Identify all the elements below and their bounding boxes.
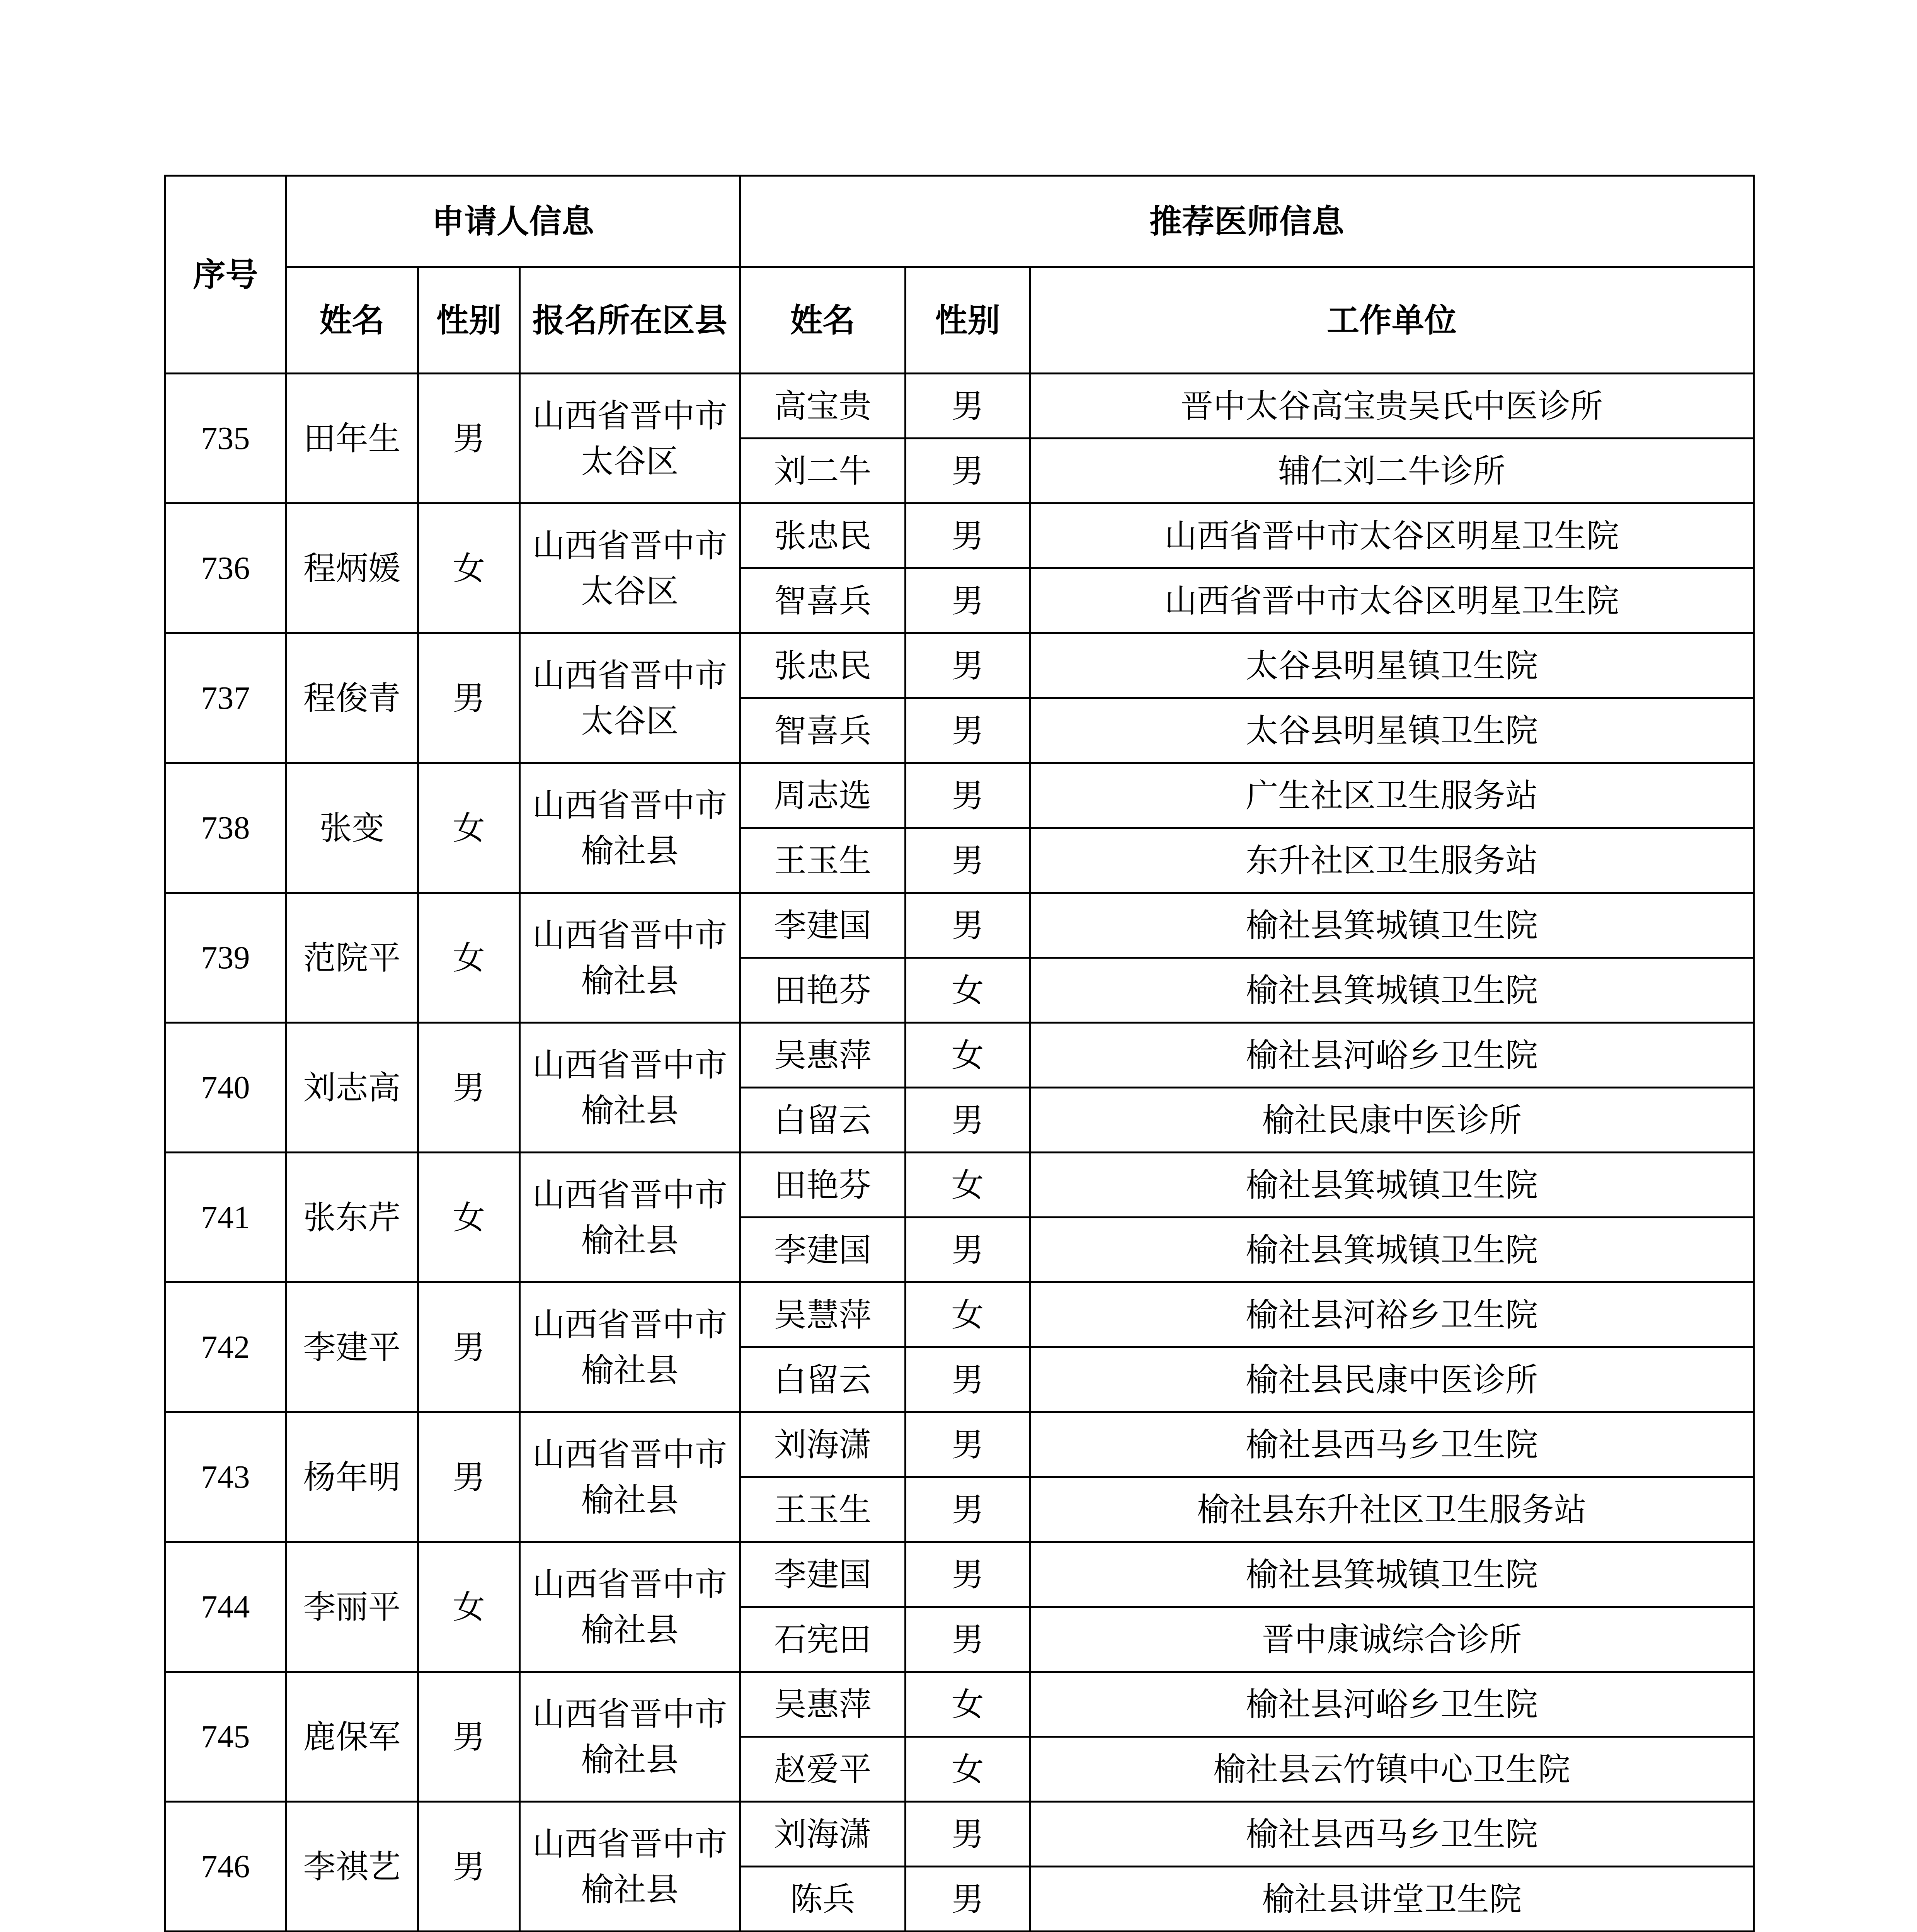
applicant-gender: 男 [418,374,520,503]
doctor-unit: 榆社县箕城镇卫生院 [1030,1153,1754,1218]
doctor-name: 智喜兵 [740,698,906,763]
doctor-gender: 男 [906,1542,1030,1607]
row-seq: 738 [165,763,286,893]
doctor-gender: 男 [906,1802,1030,1867]
doctor-unit: 榆社县箕城镇卫生院 [1030,958,1754,1023]
applicant-region: 山西省晋中市榆社县 [520,1542,740,1672]
doctor-unit: 广生社区卫生服务站 [1030,763,1754,828]
applicant-region: 山西省晋中市太谷区 [520,503,740,633]
applicant-gender: 男 [418,1802,520,1932]
doctor-name: 吴惠萍 [740,1672,906,1737]
doctor-name: 赵爱平 [740,1737,906,1802]
doctor-name: 白留云 [740,1088,906,1153]
doctor-name: 田艳芬 [740,958,906,1023]
applicant-gender: 男 [418,1672,520,1802]
applicant-gender: 男 [418,633,520,763]
doctor-unit: 山西省晋中市太谷区明星卫生院 [1030,503,1754,568]
doctor-unit: 榆社县箕城镇卫生院 [1030,1542,1754,1607]
doctor-gender: 男 [906,568,1030,633]
doctor-name: 李建国 [740,1542,906,1607]
doctor-name: 王玉生 [740,828,906,893]
applicant-gender: 女 [418,763,520,893]
doctor-unit: 山西省晋中市太谷区明星卫生院 [1030,568,1754,633]
table-row [165,1153,1754,1218]
doctor-unit: 榆社县民康中医诊所 [1030,1347,1754,1412]
doctor-name: 智喜兵 [740,568,906,633]
doctor-name: 李建国 [740,893,906,958]
row-seq: 741 [165,1153,286,1282]
doctor-name: 刘海潇 [740,1802,906,1867]
table-row [165,1542,1754,1607]
doctor-gender: 女 [906,958,1030,1023]
doctor-gender: 女 [906,1023,1030,1088]
applicant-name: 张东芹 [286,1153,418,1282]
applicant-region: 山西省晋中市榆社县 [520,1153,740,1282]
applicant-region: 山西省晋中市太谷区 [520,633,740,763]
doctor-gender: 男 [906,374,1030,439]
doctor-name: 石宪田 [740,1607,906,1672]
table-row [165,633,1754,698]
doctor-gender: 男 [906,698,1030,763]
doctor-unit: 榆社县西马乡卫生院 [1030,1412,1754,1477]
doctor-name: 刘二牛 [740,439,906,503]
doctor-gender: 男 [906,1218,1030,1282]
row-seq: 744 [165,1542,286,1672]
doctor-gender: 男 [906,439,1030,503]
table-row [165,1802,1754,1867]
doctor-gender: 男 [906,1867,1030,1932]
table-body [165,374,1754,1932]
doctor-unit: 榆社县箕城镇卫生院 [1030,893,1754,958]
header-applicant-region: 报名所在区县 [520,267,740,374]
table-row [165,893,1754,958]
header-doctor-name: 姓名 [740,267,906,374]
row-seq: 746 [165,1802,286,1932]
doctor-unit: 太谷县明星镇卫生院 [1030,633,1754,698]
table-row [165,1023,1754,1088]
doctor-unit: 榆社县河峪乡卫生院 [1030,1672,1754,1737]
doctor-name: 李建国 [740,1218,906,1282]
table-row [165,503,1754,568]
applicant-region: 山西省晋中市榆社县 [520,1672,740,1802]
applicant-region: 山西省晋中市榆社县 [520,763,740,893]
doctor-name: 白留云 [740,1347,906,1412]
applicant-name: 杨年明 [286,1412,418,1542]
table-row [165,1412,1754,1477]
table-row [165,1672,1754,1737]
applicant-region: 山西省晋中市太谷区 [520,374,740,503]
applicant-name: 鹿保军 [286,1672,418,1802]
applicant-name: 李丽平 [286,1542,418,1672]
doctor-unit: 榆社县西马乡卫生院 [1030,1802,1754,1867]
table-row [165,374,1754,439]
doctor-name: 吴惠萍 [740,1023,906,1088]
doctor-unit: 榆社县箕城镇卫生院 [1030,1218,1754,1282]
doctor-unit: 榆社县讲堂卫生院 [1030,1867,1754,1932]
header-doctor-unit: 工作单位 [1030,267,1754,374]
applicant-name: 范院平 [286,893,418,1023]
doctor-gender: 男 [906,1412,1030,1477]
doctor-name: 张忠民 [740,503,906,568]
header-doctor-gender: 性别 [906,267,1030,374]
doctor-name: 张忠民 [740,633,906,698]
doctor-gender: 男 [906,1347,1030,1412]
doctor-unit: 东升社区卫生服务站 [1030,828,1754,893]
header-row-1 [165,176,1754,267]
applicant-name: 张变 [286,763,418,893]
applicant-gender: 男 [418,1023,520,1153]
doctor-name: 王玉生 [740,1477,906,1542]
header-applicant-group: 申请人信息 [286,176,740,267]
doctor-unit: 晋中太谷高宝贵吴氏中医诊所 [1030,374,1754,439]
doctor-unit: 榆社县河裕乡卫生院 [1030,1282,1754,1347]
doctor-name: 周志选 [740,763,906,828]
doctor-name: 刘海潇 [740,1412,906,1477]
row-seq: 745 [165,1672,286,1802]
doctor-name: 田艳芬 [740,1153,906,1218]
table-row [165,1282,1754,1347]
applicant-region: 山西省晋中市榆社县 [520,893,740,1023]
header-applicant-name: 姓名 [286,267,418,374]
doctor-unit: 辅仁刘二牛诊所 [1030,439,1754,503]
doctor-unit: 榆社县河峪乡卫生院 [1030,1023,1754,1088]
doctor-gender: 女 [906,1282,1030,1347]
doctor-gender: 女 [906,1153,1030,1218]
applicant-table [164,175,1755,1932]
applicant-name: 程炳媛 [286,503,418,633]
applicant-region: 山西省晋中市榆社县 [520,1023,740,1153]
applicant-gender: 女 [418,503,520,633]
doctor-gender: 男 [906,828,1030,893]
applicant-region: 山西省晋中市榆社县 [520,1412,740,1542]
doctor-gender: 女 [906,1672,1030,1737]
table-row [165,763,1754,828]
doctor-gender: 男 [906,763,1030,828]
applicant-gender: 女 [418,1542,520,1672]
doctor-gender: 男 [906,503,1030,568]
row-seq: 736 [165,503,286,633]
header-applicant-gender: 性别 [418,267,520,374]
applicant-name: 田年生 [286,374,418,503]
doctor-unit: 榆社县东升社区卫生服务站 [1030,1477,1754,1542]
doctor-gender: 男 [906,1088,1030,1153]
header-row-2 [165,267,1754,374]
row-seq: 740 [165,1023,286,1153]
applicant-name: 程俊青 [286,633,418,763]
applicant-name: 刘志高 [286,1023,418,1153]
applicant-gender: 女 [418,1153,520,1282]
applicant-region: 山西省晋中市榆社县 [520,1282,740,1412]
header-seq: 序号 [165,176,286,374]
applicant-name: 李祺艺 [286,1802,418,1932]
row-seq: 735 [165,374,286,503]
applicant-name: 李建平 [286,1282,418,1412]
applicant-gender: 男 [418,1412,520,1542]
applicant-gender: 男 [418,1282,520,1412]
applicant-region: 山西省晋中市榆社县 [520,1802,740,1932]
row-seq: 742 [165,1282,286,1412]
doctor-gender: 男 [906,1477,1030,1542]
doctor-name: 吴慧萍 [740,1282,906,1347]
doctor-gender: 男 [906,633,1030,698]
row-seq: 743 [165,1412,286,1542]
header-doctor-group: 推荐医师信息 [740,176,1754,267]
doctor-name: 高宝贵 [740,374,906,439]
doctor-unit: 榆社民康中医诊所 [1030,1088,1754,1153]
doctor-gender: 女 [906,1737,1030,1802]
row-seq: 739 [165,893,286,1023]
row-seq: 737 [165,633,286,763]
doctor-unit: 太谷县明星镇卫生院 [1030,698,1754,763]
doctor-name: 陈兵 [740,1867,906,1932]
applicant-gender: 女 [418,893,520,1023]
doctor-gender: 男 [906,893,1030,958]
doctor-unit: 榆社县云竹镇中心卫生院 [1030,1737,1754,1802]
doctor-unit: 晋中康诚综合诊所 [1030,1607,1754,1672]
doctor-gender: 男 [906,1607,1030,1672]
